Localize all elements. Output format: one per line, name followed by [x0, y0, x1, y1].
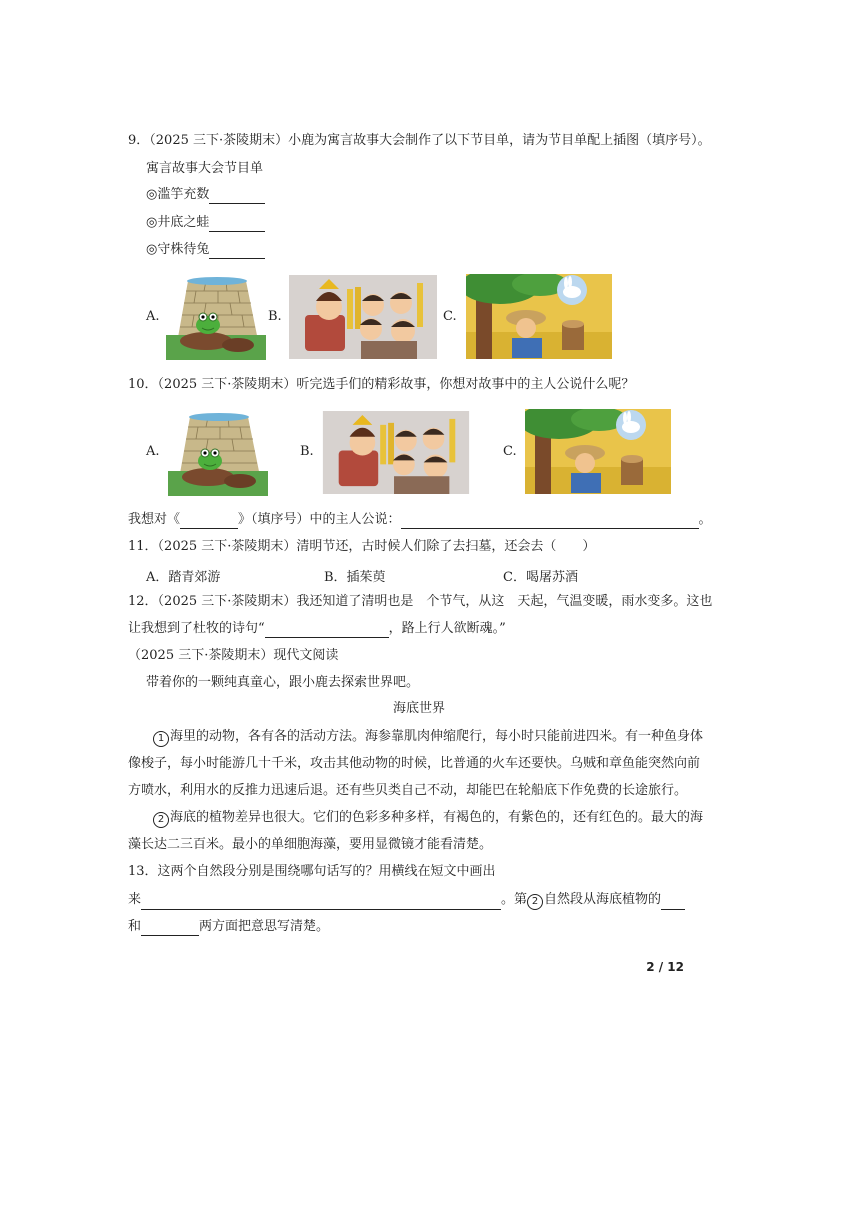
- q13-line2: 来 。第 2 自然段从海底植物的: [128, 891, 685, 910]
- q12-poem-blank[interactable]: [265, 623, 389, 638]
- q9-blank-1[interactable]: [209, 189, 265, 204]
- q10-message-blank[interactable]: [401, 514, 699, 529]
- q10-option-b-label: B.: [300, 444, 314, 459]
- passage-p2-line2: 藻长达二三百米。最小的单细胞海藻，要用显微镜才能看清楚。: [128, 837, 493, 852]
- q10-option-a-label: A.: [146, 444, 160, 459]
- q11-stem: 11．（2025 三下·茶陵期末）清明节还，古时候人们除了去扫墓，还会去（ ）: [128, 539, 596, 554]
- q9-option-a-label: A.: [146, 309, 160, 324]
- q10-frog-well-image: [168, 409, 268, 496]
- q9-list-title: 寓言故事大会节目单: [146, 161, 264, 176]
- q9-item-3: ◎守株待兔: [146, 241, 265, 259]
- q9-rabbit-stump-image: [466, 274, 612, 359]
- q12-line2: 让我想到了杜牧的诗句“ ，路上行人欲断魂。”: [128, 621, 506, 636]
- q10-number-blank[interactable]: [180, 514, 238, 529]
- q9-frog-well-image: [166, 273, 266, 360]
- reading-intro: 带着你的一颗纯真童心，跟小鹿去探索世界吧。: [146, 675, 420, 690]
- q10-answer-line: 我想对《 》（填序号）中的主人公说： 。: [128, 512, 712, 527]
- q11-option-c[interactable]: C．喝屠苏酒: [503, 570, 578, 585]
- q13-paragraph-number: 2: [527, 894, 543, 910]
- q12-stem: 12．（2025 三下·茶陵期末）我还知道了清明也是 个节气，从这 天起，气温变暖，雨水变多。这也: [128, 594, 713, 609]
- q13-aspect-blank-2[interactable]: [141, 921, 199, 936]
- q13-stem: 13．这两个自然段分别是围绕哪句话写的？用横线在短文中画出: [128, 864, 496, 879]
- q11-option-a[interactable]: A．踏青郊游: [146, 570, 221, 585]
- q9-item-2: ◎井底之蛙: [146, 214, 265, 232]
- q11-option-b[interactable]: B．插茱萸: [324, 570, 386, 585]
- q10-yu-players-image: [322, 411, 470, 494]
- q9-item-1: ◎滥竽充数: [146, 186, 265, 204]
- q10-rabbit-stump-image: [525, 409, 671, 494]
- q9-stem: 9．（2025 三下·茶陵期末）小鹿为寓言故事大会制作了以下节目单，请为节目单配上插图（填序号）。: [128, 133, 711, 148]
- page-number: 2 / 12: [646, 960, 684, 974]
- q9-option-c-label: C.: [443, 309, 457, 324]
- q13-sentence-blank[interactable]: [141, 895, 501, 910]
- q9-blank-3[interactable]: [209, 244, 265, 259]
- paragraph-number-2: 2: [153, 812, 169, 828]
- paragraph-number-1: 1: [153, 731, 169, 747]
- q10-stem: 10．（2025 三下·茶陵期末）听完选手们的精彩故事，你想对故事中的主人公说什么呢？: [128, 377, 635, 392]
- passage-p1-line3: 方喷水，利用水的反推力迅速后退。还有些贝类自己不动，却能巴在轮船底下作免费的长途旅行。: [128, 783, 688, 798]
- passage-p1-line1: 1 海里的动物，各有各的活动方法。海参靠肌肉伸缩爬行，每小时只能前进四米。有一种鱼身体: [153, 728, 703, 747]
- q13-aspect-blank-1[interactable]: [661, 895, 685, 910]
- passage-title: 海底世界: [393, 701, 446, 716]
- passage-p1-line2: 像梭子，每小时能游几十千米，攻击其他动物的时候，比普通的火车还要快。乌贼和章鱼能突然向前: [128, 756, 701, 771]
- q9-yu-players-image: [289, 275, 437, 359]
- q9-blank-2[interactable]: [209, 217, 265, 232]
- reading-header: （2025 三下·茶陵期末）现代文阅读: [128, 648, 339, 663]
- q10-option-c-label: C.: [503, 444, 517, 459]
- passage-p2-line1: 2 海底的植物差异也很大。它们的色彩多种多样，有褐色的，有紫色的，还有红色的。最大的海: [153, 809, 703, 828]
- q9-option-b-label: B.: [268, 309, 282, 324]
- q13-line3: 和 两方面把意思写清楚。: [128, 919, 330, 934]
